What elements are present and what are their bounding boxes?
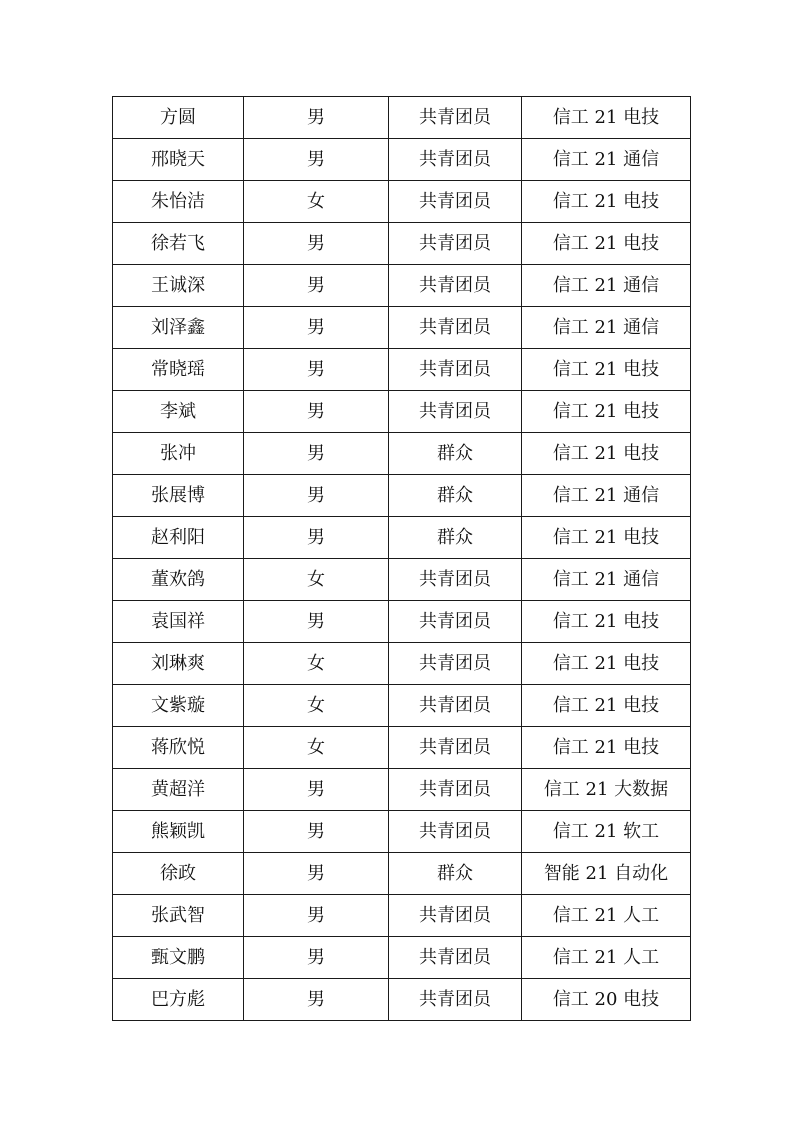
class-cell: 信工 21 电技 [522,97,691,139]
political-status-cell: 共青团员 [389,601,522,643]
political-status-cell: 共青团员 [389,181,522,223]
member-table [112,96,691,1021]
gender-cell: 男 [244,433,389,475]
class-cell: 信工 21 电技 [522,349,691,391]
political-status-cell: 共青团员 [389,139,522,181]
class-cell: 信工 21 电技 [522,517,691,559]
gender-cell: 男 [244,265,389,307]
member-table-body [113,97,691,1021]
table-row [113,685,691,727]
gender-cell: 男 [244,979,389,1021]
name-cell: 董欢鸽 [113,559,244,601]
gender-cell: 男 [244,769,389,811]
gender-cell: 男 [244,475,389,517]
table-row [113,307,691,349]
name-cell: 张展博 [113,475,244,517]
political-status-cell: 共青团员 [389,223,522,265]
name-cell: 甄文鹏 [113,937,244,979]
name-cell: 王诚深 [113,265,244,307]
table-row [113,265,691,307]
political-status-cell: 群众 [389,517,522,559]
table-row [113,853,691,895]
gender-cell: 女 [244,181,389,223]
gender-cell: 男 [244,601,389,643]
political-status-cell: 共青团员 [389,97,522,139]
table-row [113,895,691,937]
political-status-cell: 群众 [389,475,522,517]
gender-cell: 男 [244,139,389,181]
political-status-cell: 共青团员 [389,349,522,391]
political-status-cell: 共青团员 [389,727,522,769]
gender-cell: 男 [244,223,389,265]
gender-cell: 男 [244,517,389,559]
name-cell: 张武智 [113,895,244,937]
class-cell: 信工 21 电技 [522,727,691,769]
class-cell: 信工 21 大数据 [522,769,691,811]
table-row [113,349,691,391]
gender-cell: 男 [244,937,389,979]
name-cell: 朱怡洁 [113,181,244,223]
gender-cell: 女 [244,643,389,685]
name-cell: 邢晓天 [113,139,244,181]
table-row [113,727,691,769]
political-status-cell: 共青团员 [389,811,522,853]
political-status-cell: 共青团员 [389,769,522,811]
name-cell: 巴方彪 [113,979,244,1021]
table-row [113,979,691,1021]
gender-cell: 男 [244,349,389,391]
gender-cell: 女 [244,727,389,769]
class-cell: 信工 21 电技 [522,601,691,643]
political-status-cell: 共青团员 [389,391,522,433]
gender-cell: 男 [244,97,389,139]
name-cell: 文紫璇 [113,685,244,727]
class-cell: 信工 21 通信 [522,139,691,181]
table-row [113,769,691,811]
name-cell: 蒋欣悦 [113,727,244,769]
political-status-cell: 共青团员 [389,895,522,937]
table-row [113,391,691,433]
class-cell: 信工 21 人工 [522,937,691,979]
table-row [113,475,691,517]
table-row [113,223,691,265]
name-cell: 李斌 [113,391,244,433]
class-cell: 信工 21 电技 [522,391,691,433]
name-cell: 赵利阳 [113,517,244,559]
gender-cell: 男 [244,895,389,937]
name-cell: 熊颖凯 [113,811,244,853]
name-cell: 刘泽鑫 [113,307,244,349]
political-status-cell: 共青团员 [389,979,522,1021]
table-row [113,139,691,181]
political-status-cell: 共青团员 [389,937,522,979]
table-row [113,433,691,475]
gender-cell: 女 [244,559,389,601]
political-status-cell: 共青团员 [389,559,522,601]
political-status-cell: 群众 [389,433,522,475]
class-cell: 信工 21 软工 [522,811,691,853]
class-cell: 智能 21 自动化 [522,853,691,895]
name-cell: 黄超洋 [113,769,244,811]
name-cell: 徐政 [113,853,244,895]
political-status-cell: 共青团员 [389,265,522,307]
table-row [113,937,691,979]
name-cell: 刘琳爽 [113,643,244,685]
class-cell: 信工 21 电技 [522,433,691,475]
class-cell: 信工 21 通信 [522,475,691,517]
name-cell: 袁国祥 [113,601,244,643]
table-row [113,97,691,139]
political-status-cell: 共青团员 [389,307,522,349]
gender-cell: 男 [244,811,389,853]
class-cell: 信工 21 通信 [522,559,691,601]
table-row [113,181,691,223]
name-cell: 常晓瑶 [113,349,244,391]
political-status-cell: 共青团员 [389,685,522,727]
table-row [113,811,691,853]
class-cell: 信工 21 电技 [522,685,691,727]
name-cell: 方圆 [113,97,244,139]
table-row [113,643,691,685]
class-cell: 信工 21 电技 [522,181,691,223]
class-cell: 信工 21 电技 [522,643,691,685]
table-row [113,517,691,559]
gender-cell: 男 [244,391,389,433]
political-status-cell: 群众 [389,853,522,895]
gender-cell: 女 [244,685,389,727]
class-cell: 信工 20 电技 [522,979,691,1021]
class-cell: 信工 21 人工 [522,895,691,937]
table-row [113,559,691,601]
gender-cell: 男 [244,853,389,895]
name-cell: 张冲 [113,433,244,475]
class-cell: 信工 21 通信 [522,307,691,349]
political-status-cell: 共青团员 [389,643,522,685]
gender-cell: 男 [244,307,389,349]
name-cell: 徐若飞 [113,223,244,265]
class-cell: 信工 21 电技 [522,223,691,265]
table-row [113,601,691,643]
class-cell: 信工 21 通信 [522,265,691,307]
